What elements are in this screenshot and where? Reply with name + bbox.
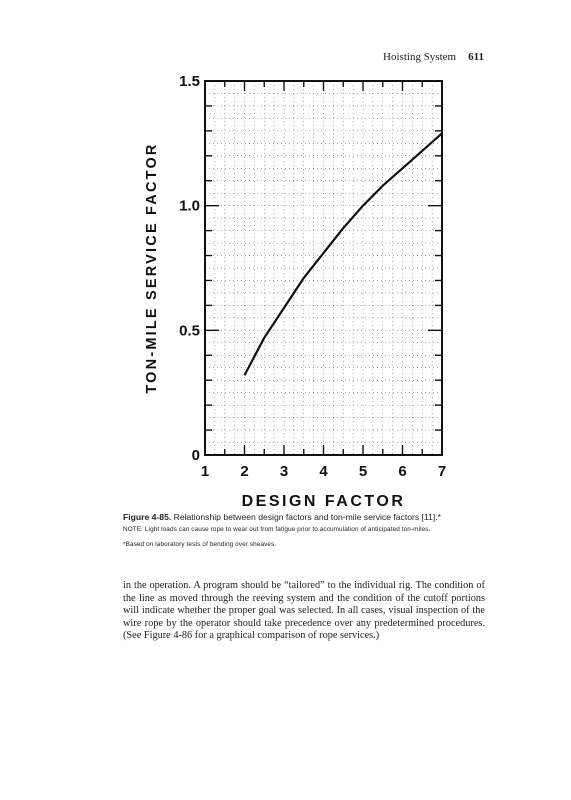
x-axis-label: DESIGN FACTOR xyxy=(241,493,406,510)
y-axis-label: TON-MILE SERVICE FACTOR xyxy=(144,142,160,394)
x-tick-label: 7 xyxy=(437,463,447,480)
x-tick-label: 5 xyxy=(358,463,368,480)
grid xyxy=(205,81,442,455)
figure-caption xyxy=(123,512,483,549)
tick-labels xyxy=(179,73,446,480)
chart-svg xyxy=(144,68,480,510)
x-tick-label: 4 xyxy=(319,463,328,480)
caption-footnote: *Based on laboratory tests of bending over sheaves. xyxy=(123,541,277,548)
x-tick-label: 3 xyxy=(279,463,289,480)
x-tick-label: 6 xyxy=(398,463,407,480)
x-tick-label: 1 xyxy=(200,463,210,480)
caption-note: NOTE: Light loads can cause rope to wear out from fatigue prior to accumulation of anticipated ton-miles. xyxy=(123,526,431,533)
running-head xyxy=(0,51,484,63)
y-tick-label: 0.5 xyxy=(179,322,200,340)
y-tick-label: 0 xyxy=(191,447,200,464)
y-tick-label: 1.0 xyxy=(179,197,200,215)
body-paragraph: in the operation. A program should be “tailored” to the individual rig. The condition of the line as moved through the reeving system and the condition of the cutoff portions will indicate whether the proper goal was selected. In all cases, visual inspection of the wire rope by the operator should take precedence over any predetermined procedures. (See Figure 4-86 for a graphical comparison of rope services.) xyxy=(123,580,485,642)
running-head-title: Hoisting System xyxy=(383,51,457,63)
x-tick-label: 2 xyxy=(240,463,249,480)
caption-main xyxy=(123,512,483,523)
page-number: 611 xyxy=(468,51,484,63)
figure-chart xyxy=(144,68,480,510)
y-tick-label: 1.5 xyxy=(179,73,200,90)
caption-text: Relationship between design factors and ton-mile service factors [11].* xyxy=(171,512,441,522)
caption-label: Figure 4-85. xyxy=(123,512,172,522)
